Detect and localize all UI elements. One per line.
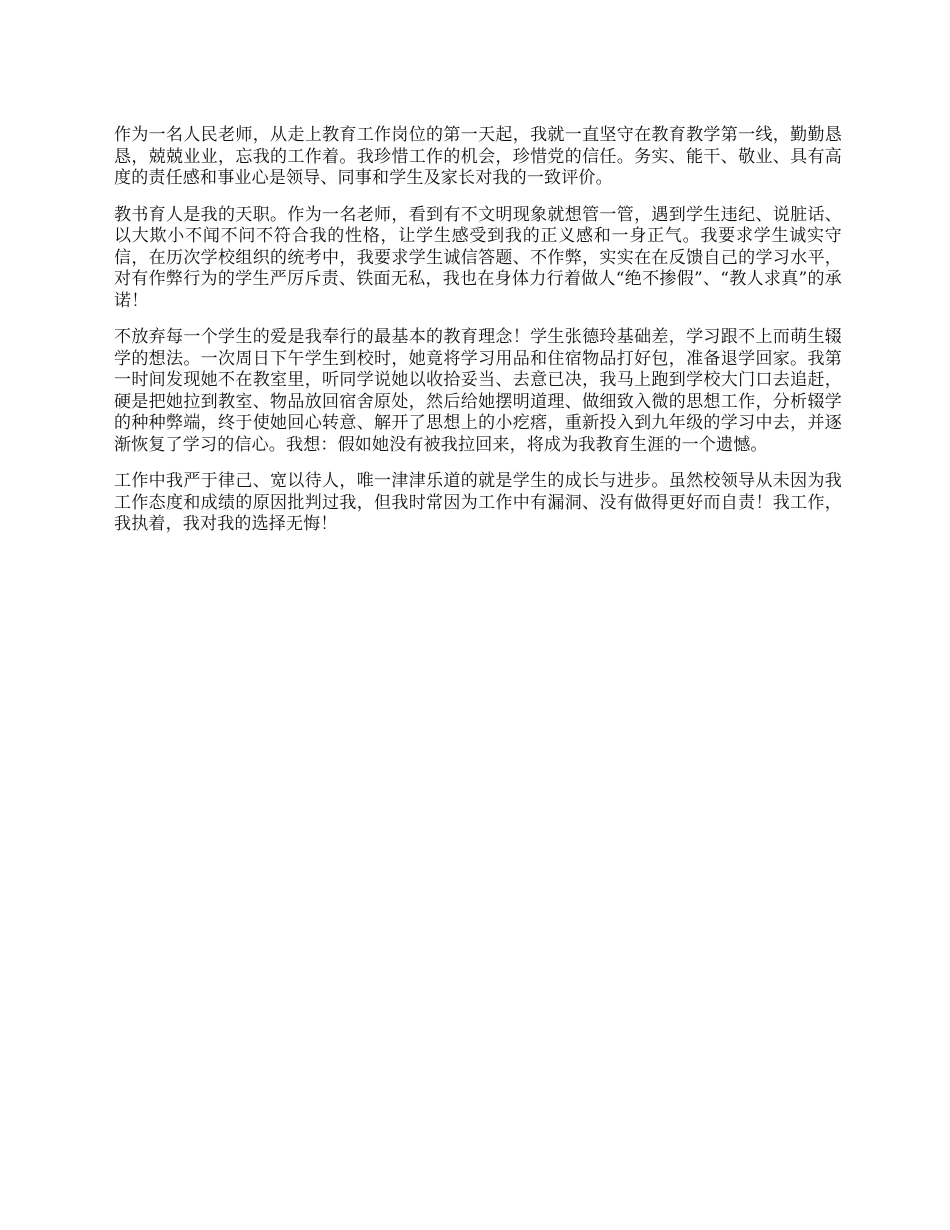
paragraph-2: 教书育人是我的天职。作为一名老师，看到有不文明现象就想管一管，遇到学生违纪、说脏话、以大欺小不闻不问不符合我的性格，让学生感受到我的正义感和一身正气。我要求学生诚实守信，在历次学校组织的统考中，我要求学生诚信答题、不作弊，实实在在反馈自己的学习水平，对有作弊行为的学生严厉斥责、铁面无私，我也在身体力行着做人“绝不掺假”、“教人求真”的承诺！ [114, 204, 842, 311]
paragraph-1: 作为一名人民老师，从走上教育工作岗位的第一天起，我就一直坚守在教育教学第一线，勤勤恳恳，兢兢业业，忘我的工作着。我珍惜工作的机会，珍惜党的信任。务实、能干、敬业、具有高度的责任感和事业心是领导、同事和学生及家长对我的一致评价。 [114, 125, 842, 188]
paragraph-3: 不放弃每一个学生的爱是我奉行的最基本的教育理念！学生张德玲基础差，学习跟不上而萌生辍学的想法。一次周日下午学生到校时，她竟将学习用品和住宿物品打好包，准备退学回家。我第一时间发现她不在教室里，听同学说她以收拾妥当、去意已决，我马上跑到学校大门口去追赶，硬是把她拉到教室、物品放回宿舍原处，然后给她摆明道理、做细致入微的思想工作，分析辍学的种种弊端，终于使她回心转意、解开了思想上的小疙瘩，重新投入到九年级的学习中去，并逐渐恢复了学习的信心。我想：假如她没有被我拉回来，将成为我教育生涯的一个遗憾。 [114, 327, 842, 455]
paragraph-4: 工作中我严于律己、宽以待人，唯一津津乐道的就是学生的成长与进步。虽然校领导从未因为我工作态度和成绩的原因批判过我，但我时常因为工作中有漏洞、没有做得更好而自责！我工作，我执着，我对我的选择无悔！ [114, 471, 842, 534]
